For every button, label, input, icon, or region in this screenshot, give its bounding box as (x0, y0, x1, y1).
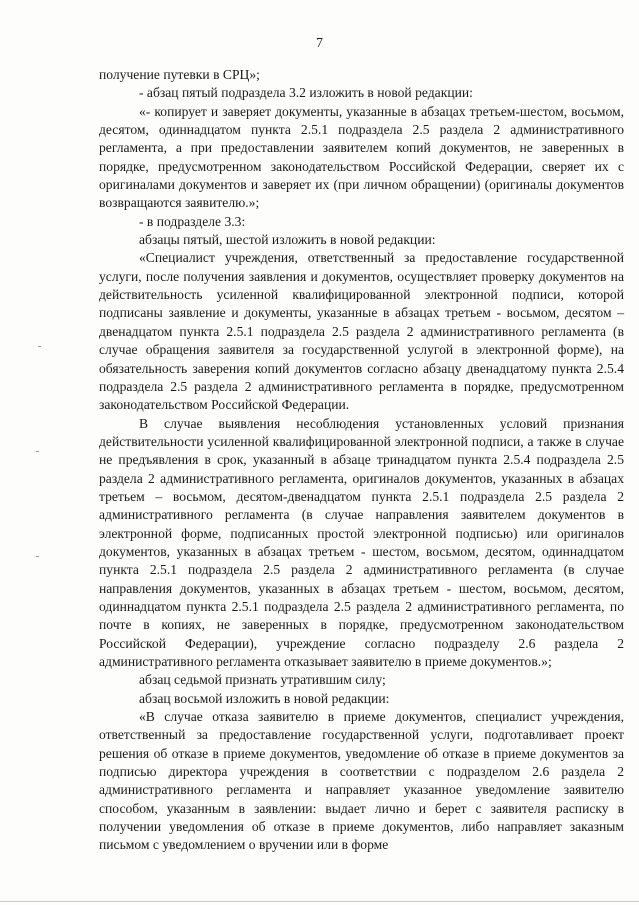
paragraph-5: абзацы пятый, шестой изложить в новой редакции: (139, 232, 436, 248)
paragraph-6: «Специалист учреждения, ответственный за предоставление государственной услуги, после получения заявления и документов, осуществляет проверку документов на действительность усиленной квалифицированной электронной подписи, которой подписаны заявление и документы, указанные в абзацах третьем - восьмом, десятом – двенадцатом пункта 2.5.1 подраздела 2.5 раздела 2 административного регламента (в случае обращения заявителя за государственной услугой в электронной форме), на обязательность заверения копий документов согласно абзацу двенадцатому пункта 2.5.4 подраздела 2.5 раздела 2 административного регламента в порядке, предусмотренном законодательством Российской Федерации. (99, 250, 624, 413)
paragraph-8: абзац седьмой признать утратившим силу; (139, 672, 386, 688)
document-body (99, 66, 624, 855)
paragraph-10: «В случае отказа заявителю в приеме документов, специалист учреждения, ответственный за предоставление государственной услуги, подготавливает проект решения об отказе в приеме документов, уведомление об отказе в приеме документов за подписью директора учреждения в соответствии с подразделом 2.6 раздела 2 административного регламента и направляет указанное уведомление заявителю способом, указанным в заявлении: выдает лично и берет с заявителя расписку в получении уведомления об отказе в приеме документов, либо направляет заказным письмом с уведомлением о вручении или в форме (99, 709, 624, 853)
paragraph-1: получение путевки в СРЦ»; (99, 67, 260, 82)
paragraph-9: абзац восьмой изложить в новой редакции: (139, 690, 390, 706)
scan-mark (36, 556, 39, 557)
page-bottom-edge (0, 901, 639, 902)
paragraph-7: В случае выявления несоблюдения установленных условий признания действительности усиленной квалифицированной электронной подписи, а также в случае не предъявления в срок, указанный в абзаце тринадцатом пункта 2.5.4 подраздела 2.5 раздела 2 административного регламента, оригиналов документов, указанных в абзацах третьем – восьмом, десятом-двенадцатом пункта 2.5.1 подраздела 2.5 раздела 2 административного регламента (в случае направления заявителем документов в электронной форме, подписанных простой электронной подписью) или оригиналов документов, указанных в абзацах третьем - шестом, восьмом, десятом, одиннадцатом пункта 2.5.1 подраздела 2.5 раздела 2 административного регламента (в случае направления документов, указанных в абзацах третьем - шестом, восьмом, десятом, одиннадцатом пункта 2.5.1 подраздела 2.5 раздела 2 административного регламента, по почте в копиях, не заверенных в порядке, предусмотренном законодательством Российской Федерации), учреждение согласно подразделу 2.6 раздела 2 административного регламента отказывает заявителю в приеме документов.»; (99, 415, 624, 669)
scan-mark (38, 346, 41, 347)
page-number: 7 (316, 35, 323, 50)
paragraph-3: «- копирует и заверяет документы, указанные в абзацах третьем-шестом, восьмом, десятом, одиннадцатом пункта 2.5.1 подраздела 2.5 раздела 2 административного регламента, а при предоставлении заявителем копий документов, не заверенных в порядке, предусмотренном законодательством Российской Федерации, сверяет их с оригиналами документов и заверяет их (при личном обращении) (оригиналы документов возвращаются заявителю.»; (99, 103, 624, 211)
paragraph-2: - абзац пятый подраздела 3.2 изложить в новой редакции: (139, 85, 473, 101)
scan-mark (36, 451, 39, 452)
paragraph-4: - в подразделе 3.3: (139, 213, 246, 229)
